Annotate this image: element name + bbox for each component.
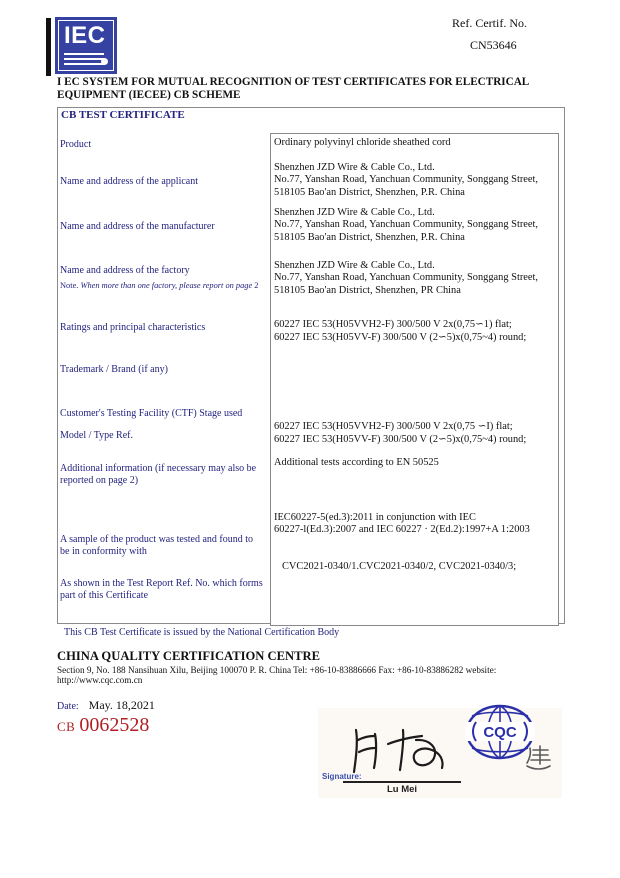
ref-certif-label: Ref. Certif. No. [452,16,527,30]
label-trademark: Trademark / Brand (if any) [60,364,168,375]
signature-label: Signature: [322,772,362,781]
stamp-character-jian [524,744,552,777]
value-product: Ordinary polyvinyl chloride sheathed cord [274,137,451,148]
iec-logo-lines [64,50,104,65]
iec-logo-square [55,17,117,74]
value-test-report: CVC2021-0340/1.CVC2021-0340/2, CVC2021-0340/3; [282,561,517,572]
signatory-name: Lu Mei [386,784,418,795]
label-ratings: Ratings and principal characteristics [60,322,206,333]
label-additional-info: Additional information (if necessary may also be reported on page 2) [60,463,257,486]
iec-logo-dot [101,58,108,65]
date-value: May. 18,2021 [88,698,155,712]
label-factory: Name and address of the factory [60,265,190,276]
signature-line [343,781,461,783]
label-model-type-ref: Model / Type Ref. [60,430,133,441]
ref-certif-number: CN53646 [470,38,517,52]
signature-block [318,708,562,798]
date-label: Date: [57,701,79,712]
value-conformity: IEC60227-5(ed.3):2011 in conjunction with IEC 60227-l(Ed.3):2007 and IEC 60227 · 2(Ed.2):1997+A 1:2003 [274,512,530,536]
iec-logo [46,16,122,78]
iec-logo-text: IEC [64,22,106,49]
value-model-type-ref: 60227 IEC 53(H05VVH2-F) 300/500 V 2x(0,75 ∽I) flat; 60227 IEC 53(H05VV-F) 300/500 V (2∽5)x(0,75~4) round; [274,421,527,445]
value-factory: Shenzhen JZD Wire & Cable Co., Ltd. No.77, Yanshan Road, Yanchuan Community, Songgang Street, 518105 Bao'an District, Shenzhen, PR China [274,260,538,296]
cb-number: 0062528 [79,714,150,736]
scheme-heading: I EC SYSTEM FOR MUTUAL RECOGNITION OF TEST CERTIFICATES FOR ELECTRICAL EQUIPMENT (IECEE) CB SCHEME [57,76,529,101]
date-row [57,696,155,714]
label-ctf-stage: Customer's Testing Facility (CTF) Stage used [60,408,243,419]
label-applicant: Name and address of the applicant [60,176,199,187]
value-ratings: 60227 IEC 53(H05VVH2-F) 300/500 V 2x(0,75∽1) flat; 60227 IEC 53(H05VV-F) 300/500 V (2∽5)x(0,75~4) round; [274,319,527,343]
value-applicant: Shenzhen JZD Wire & Cable Co., Ltd. No.77, Yanshan Road, Yanchuan Community, Songgang Street, 518105 Bao'an District, Shenzhen, P.R. China [274,162,538,198]
value-manufacturer: Shenzhen JZD Wire & Cable Co., Ltd. No.77, Yanshan Road, Yanchuan Community, Songgang Street, 518105 Bao'an District, Shenzhen, P.R. China [274,207,538,243]
factory-note: Note. When more than one factory, please report on page 2 [60,281,259,290]
cqc-logo-text: CQC [483,724,517,741]
ncb-name: CHINA QUALITY CERTIFICATION CENTRE [57,649,321,663]
value-additional-info: Additional tests according to EN 50525 [274,457,439,468]
iec-logo-inner-border [58,20,114,71]
label-product: Product [60,139,92,150]
ncb-address: Section 9, No. 188 Nansihuan Xilu, Beijing 100070 P. R. China Tel: +86-10-83886666 Fax: +86-10-83886282 website: http://www.cqc.com.cn [57,665,497,685]
iec-logo-bar [46,18,51,76]
cb-prefix: CB [57,719,76,734]
issued-by-ncb-note: This CB Test Certificate is issued by the National Certification Body [64,627,340,638]
label-conformity: A sample of the product was tested and found to be in conformity with [60,534,254,557]
label-manufacturer: Name and address of the manufacturer [60,221,215,232]
cb-certificate-number [57,714,149,737]
label-test-report: As shown in the Test Report Ref. No. which forms part of this Certificate [60,578,263,601]
certificate-title: CB TEST CERTIFICATE [61,109,185,121]
